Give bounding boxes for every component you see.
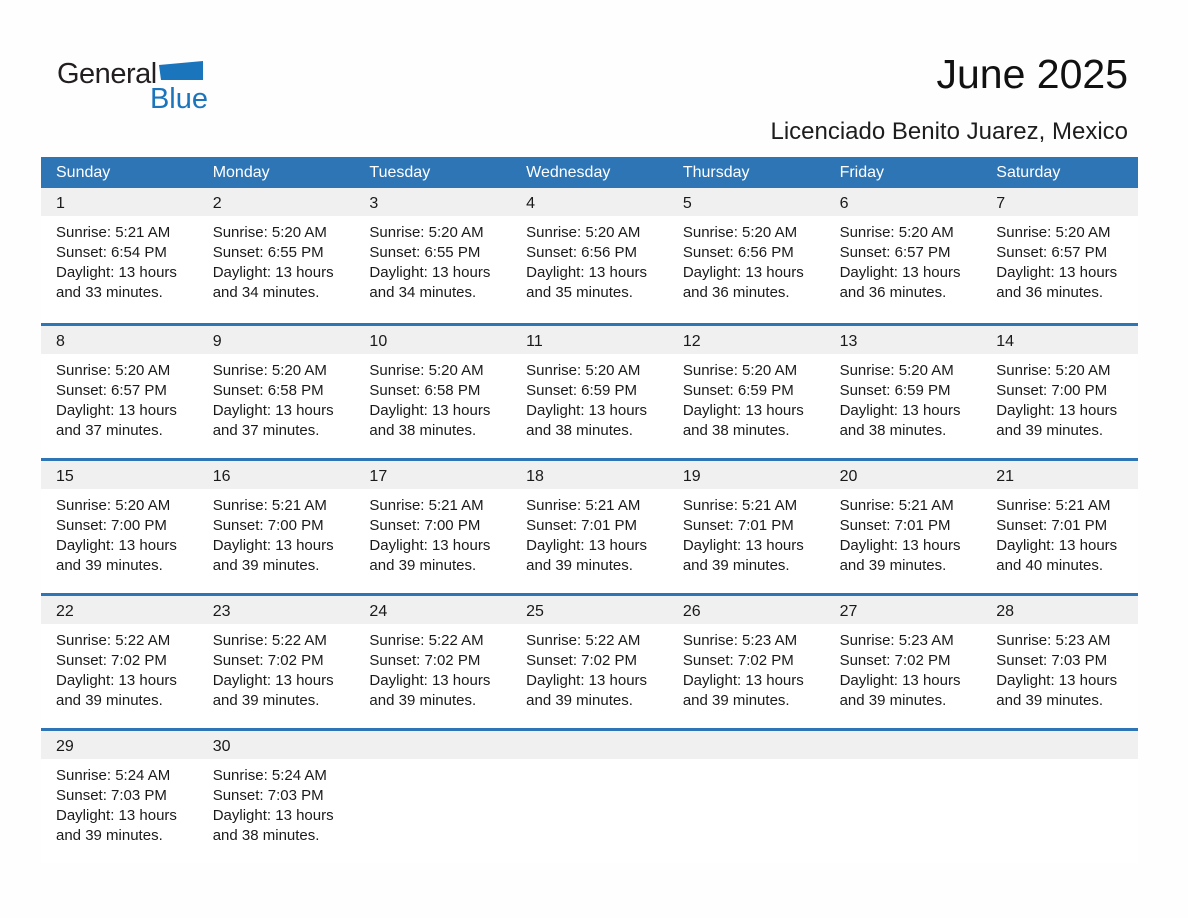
day-cell-1 [41,188,198,323]
day-details [354,624,511,711]
sunrise-text: Sunrise: 5:23 AM [839,632,954,649]
daylight-text: Daylight: 13 hours [839,672,961,689]
sunset-text: Sunset: 7:00 PM [369,517,481,534]
daylight-text: Daylight: 13 hours [369,264,491,281]
day-cell-18 [511,461,668,593]
day-details [198,759,355,846]
daylight-text-2: and 38 minutes. [682,422,790,439]
day-number: 20 [825,461,982,489]
day-cell-26 [668,596,825,728]
day-cell-10 [354,326,511,458]
sunrise-text: Sunrise: 5:21 AM [369,497,484,514]
day-number: 30 [198,731,355,759]
sunrise-text: Sunrise: 5:20 AM [996,224,1111,241]
sunset-text: Sunset: 6:58 PM [212,382,324,399]
sunrise-text: Sunrise: 5:24 AM [212,767,327,784]
daylight-text: Daylight: 13 hours [682,672,804,689]
day-details [198,489,355,576]
daylight-text: Daylight: 13 hours [56,264,177,281]
day-number: 21 [981,461,1138,489]
day-cell-9 [198,326,355,458]
day-details [981,354,1138,441]
daylight-text-2: and 39 minutes. [526,557,633,574]
daylight-text: Daylight: 13 hours [212,402,334,419]
day-details [354,489,511,576]
sunrise-text: Sunrise: 5:21 AM [526,497,641,514]
daylight-text-2: and 34 minutes. [212,284,320,301]
day-number: 9 [198,326,355,354]
weekday-wednesday: Wednesday [526,164,611,181]
sunrise-text: Sunrise: 5:20 AM [369,224,484,241]
daylight-text: Daylight: 13 hours [526,672,648,689]
daylight-text: Daylight: 13 hours [526,264,648,281]
sunrise-text: Sunrise: 5:22 AM [212,632,327,649]
daylight-text: Daylight: 13 hours [996,264,1118,281]
logo-word-blue: Blue [149,83,208,115]
day-details [668,489,825,576]
day-number: 24 [354,596,511,624]
page-subtitle: Licenciado Benito Juarez, Mexico [770,118,1128,145]
day-cell-14 [981,326,1138,458]
daylight-text-2: and 36 minutes. [682,284,790,301]
day-cell-25 [511,596,668,728]
sunrise-text: Sunrise: 5:20 AM [996,362,1111,379]
sunset-text: Sunset: 6:58 PM [369,382,481,399]
day-number-empty [354,731,511,759]
day-details [981,216,1138,303]
empty-day-cell [981,731,1138,863]
day-details [354,216,511,303]
sunrise-text: Sunrise: 5:24 AM [56,767,171,784]
daylight-text: Daylight: 13 hours [212,264,334,281]
day-details [198,354,355,441]
sunrise-text: Sunrise: 5:20 AM [56,497,171,514]
sunset-text: Sunset: 6:56 PM [682,244,794,261]
daylight-text-2: and 39 minutes. [56,827,163,844]
sunset-text: Sunset: 6:57 PM [56,382,167,399]
daylight-text-2: and 38 minutes. [526,422,633,439]
day-cell-30 [198,731,355,863]
day-cell-8 [41,326,198,458]
daylight-text: Daylight: 13 hours [56,807,177,824]
daylight-text: Daylight: 13 hours [526,402,648,419]
daylight-text-2: and 39 minutes. [56,557,163,574]
day-cell-6 [825,188,982,323]
day-number-empty [668,731,825,759]
day-details [41,489,198,576]
logo-word-general: General [57,58,157,90]
general-blue-logo [57,60,209,114]
empty-day-cell [354,731,511,863]
sunrise-text: Sunrise: 5:23 AM [996,632,1111,649]
sunset-text: Sunset: 7:00 PM [56,517,167,534]
sunrise-text: Sunrise: 5:20 AM [839,362,954,379]
day-details [981,624,1138,711]
day-details [511,624,668,711]
day-number: 28 [981,596,1138,624]
day-details [41,759,198,846]
daylight-text-2: and 35 minutes. [526,284,633,301]
day-cell-24 [354,596,511,728]
weekday-thursday: Thursday [682,164,750,181]
day-details [668,354,825,441]
day-details [668,624,825,711]
day-number: 18 [511,461,668,489]
sunrise-text: Sunrise: 5:21 AM [996,497,1111,514]
weekday-saturday: Saturday [996,164,1061,181]
day-number: 27 [825,596,982,624]
day-number: 2 [198,188,355,216]
day-number: 26 [668,596,825,624]
day-number: 29 [41,731,198,759]
daylight-text-2: and 39 minutes. [369,692,477,709]
daylight-text: Daylight: 13 hours [212,537,334,554]
sunset-text: Sunset: 6:54 PM [56,244,167,261]
day-details [511,489,668,576]
day-number: 1 [41,188,198,216]
sunset-text: Sunset: 6:55 PM [369,244,481,261]
day-number: 10 [354,326,511,354]
week-row-1 [41,188,1138,323]
day-cell-17 [354,461,511,593]
empty-day-cell [511,731,668,863]
sunset-text: Sunset: 7:02 PM [369,652,481,669]
daylight-text-2: and 39 minutes. [996,422,1104,439]
sunset-text: Sunset: 7:02 PM [682,652,794,669]
day-details [41,354,198,441]
day-number: 16 [198,461,355,489]
day-number: 25 [511,596,668,624]
calendar-grid [41,157,1138,863]
sunset-text: Sunset: 7:02 PM [526,652,638,669]
sunrise-text: Sunrise: 5:20 AM [526,362,641,379]
daylight-text: Daylight: 13 hours [682,402,804,419]
daylight-text: Daylight: 13 hours [369,537,491,554]
sunset-text: Sunset: 7:02 PM [212,652,324,669]
day-cell-28 [981,596,1138,728]
daylight-text-2: and 39 minutes. [682,557,790,574]
day-cell-27 [825,596,982,728]
day-cell-16 [198,461,355,593]
sunrise-text: Sunrise: 5:21 AM [839,497,954,514]
day-number: 7 [981,188,1138,216]
daylight-text: Daylight: 13 hours [839,264,961,281]
day-cell-21 [981,461,1138,593]
day-cell-11 [511,326,668,458]
sunset-text: Sunset: 6:59 PM [526,382,638,399]
day-cell-3 [354,188,511,323]
sunrise-text: Sunrise: 5:20 AM [369,362,484,379]
logo-triangle-icon [159,61,203,80]
day-cell-29 [41,731,198,863]
day-number: 23 [198,596,355,624]
daylight-text-2: and 39 minutes. [526,692,633,709]
daylight-text: Daylight: 13 hours [996,537,1118,554]
sunset-text: Sunset: 6:57 PM [996,244,1108,261]
daylight-text: Daylight: 13 hours [996,402,1118,419]
day-cell-5 [668,188,825,323]
week-row-3 [41,458,1138,593]
empty-day-cell [668,731,825,863]
day-details [981,489,1138,576]
daylight-text-2: and 33 minutes. [56,284,163,301]
page-title: June 2025 [936,51,1128,97]
day-number: 19 [668,461,825,489]
weekday-friday: Friday [839,164,885,181]
sunrise-text: Sunrise: 5:20 AM [526,224,641,241]
daylight-text: Daylight: 13 hours [56,537,177,554]
daylight-text: Daylight: 13 hours [682,264,804,281]
sunset-text: Sunset: 6:55 PM [212,244,324,261]
daylight-text-2: and 38 minutes. [839,422,947,439]
day-details [198,216,355,303]
daylight-text-2: and 39 minutes. [212,557,320,574]
daylight-text-2: and 37 minutes. [212,422,320,439]
day-cell-22 [41,596,198,728]
weekday-sunday: Sunday [56,164,111,181]
day-cell-2 [198,188,355,323]
sunrise-text: Sunrise: 5:21 AM [682,497,798,514]
day-cell-23 [198,596,355,728]
day-details [41,216,198,303]
day-number-empty [825,731,982,759]
day-details [198,624,355,711]
daylight-text-2: and 36 minutes. [839,284,947,301]
day-number-empty [981,731,1138,759]
day-details [511,216,668,303]
sunrise-text: Sunrise: 5:20 AM [682,224,798,241]
day-details [825,216,982,303]
day-details [825,489,982,576]
sunset-text: Sunset: 7:02 PM [56,652,167,669]
daylight-text: Daylight: 13 hours [526,537,648,554]
day-number: 12 [668,326,825,354]
sunset-text: Sunset: 7:00 PM [212,517,324,534]
daylight-text-2: and 39 minutes. [839,557,947,574]
day-details [354,354,511,441]
day-cell-15 [41,461,198,593]
daylight-text-2: and 39 minutes. [369,557,477,574]
daylight-text: Daylight: 13 hours [839,402,961,419]
day-number: 8 [41,326,198,354]
daylight-text: Daylight: 13 hours [212,672,334,689]
daylight-text-2: and 40 minutes. [996,557,1104,574]
day-number: 6 [825,188,982,216]
daylight-text-2: and 37 minutes. [56,422,163,439]
sunset-text: Sunset: 6:59 PM [839,382,951,399]
sunset-text: Sunset: 6:56 PM [526,244,638,261]
daylight-text: Daylight: 13 hours [682,537,804,554]
daylight-text-2: and 34 minutes. [369,284,477,301]
day-cell-19 [668,461,825,593]
sunset-text: Sunset: 7:03 PM [996,652,1108,669]
day-details [41,624,198,711]
day-number: 22 [41,596,198,624]
week-row-4 [41,593,1138,728]
sunset-text: Sunset: 6:59 PM [682,382,794,399]
week-row-2 [41,323,1138,458]
sunrise-text: Sunrise: 5:20 AM [212,362,327,379]
sunrise-text: Sunrise: 5:20 AM [682,362,798,379]
day-details [668,216,825,303]
sunset-text: Sunset: 6:57 PM [839,244,951,261]
sunset-text: Sunset: 7:03 PM [56,787,167,804]
day-details [511,354,668,441]
sunrise-text: Sunrise: 5:22 AM [369,632,484,649]
day-details [825,354,982,441]
weekday-tuesday: Tuesday [369,164,431,181]
sunrise-text: Sunrise: 5:21 AM [56,224,171,241]
sunrise-text: Sunrise: 5:20 AM [212,224,327,241]
sunrise-text: Sunrise: 5:20 AM [839,224,954,241]
sunrise-text: Sunrise: 5:22 AM [56,632,171,649]
weekday-header-row [41,157,1138,188]
day-cell-4 [511,188,668,323]
daylight-text: Daylight: 13 hours [996,672,1118,689]
day-number: 14 [981,326,1138,354]
week-row-5 [41,728,1138,863]
weekday-monday: Monday [212,164,270,181]
sunset-text: Sunset: 7:01 PM [839,517,951,534]
day-number: 3 [354,188,511,216]
day-cell-7 [981,188,1138,323]
sunset-text: Sunset: 7:02 PM [839,652,951,669]
day-number: 4 [511,188,668,216]
daylight-text: Daylight: 13 hours [839,537,961,554]
daylight-text: Daylight: 13 hours [56,672,177,689]
day-number: 5 [668,188,825,216]
empty-day-cell [825,731,982,863]
daylight-text-2: and 39 minutes. [682,692,790,709]
day-number-empty [511,731,668,759]
daylight-text-2: and 39 minutes. [212,692,320,709]
day-cell-12 [668,326,825,458]
sunrise-text: Sunrise: 5:21 AM [212,497,327,514]
sunset-text: Sunset: 7:01 PM [682,517,794,534]
sunset-text: Sunset: 7:01 PM [526,517,638,534]
day-number: 17 [354,461,511,489]
daylight-text: Daylight: 13 hours [56,402,177,419]
daylight-text-2: and 39 minutes. [839,692,947,709]
sunrise-text: Sunrise: 5:23 AM [682,632,798,649]
sunset-text: Sunset: 7:01 PM [996,517,1108,534]
daylight-text-2: and 38 minutes. [369,422,477,439]
day-number: 13 [825,326,982,354]
sunset-text: Sunset: 7:03 PM [212,787,324,804]
daylight-text: Daylight: 13 hours [369,672,491,689]
daylight-text-2: and 39 minutes. [996,692,1104,709]
sunset-text: Sunset: 7:00 PM [996,382,1108,399]
daylight-text-2: and 39 minutes. [56,692,163,709]
day-details [825,624,982,711]
sunrise-text: Sunrise: 5:20 AM [56,362,171,379]
daylight-text: Daylight: 13 hours [212,807,334,824]
day-cell-20 [825,461,982,593]
day-cell-13 [825,326,982,458]
daylight-text-2: and 38 minutes. [212,827,320,844]
daylight-text: Daylight: 13 hours [369,402,491,419]
sunrise-text: Sunrise: 5:22 AM [526,632,641,649]
daylight-text-2: and 36 minutes. [996,284,1104,301]
day-number: 11 [511,326,668,354]
day-number: 15 [41,461,198,489]
